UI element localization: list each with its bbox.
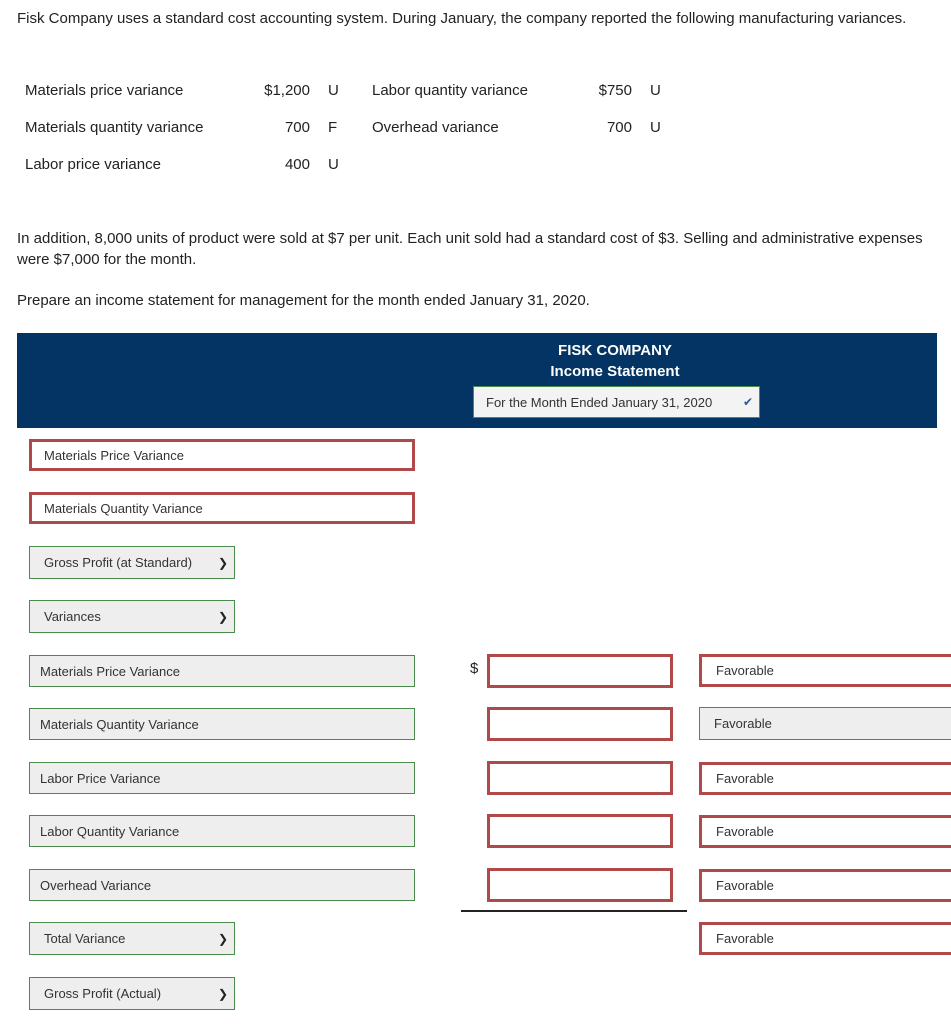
amount-input[interactable] [487, 654, 673, 688]
variance-type: U [328, 156, 339, 173]
dropdown-label: Gross Profit (at Standard) [44, 555, 193, 570]
instruction-text: Prepare an income statement for management for the month ended January 31, 2020. [17, 292, 590, 309]
favorable-label: Favorable [716, 931, 774, 946]
row-label: Overhead Variance [40, 877, 152, 893]
gross-profit-actual-dropdown[interactable] [29, 977, 235, 1010]
favorable-dropdown[interactable] [699, 922, 951, 955]
row-input-materials-price[interactable] [29, 439, 415, 471]
variance-label: Materials quantity variance [25, 119, 204, 136]
variance-label: Overhead variance [372, 119, 499, 136]
amount-input[interactable] [487, 868, 673, 902]
period-label: For the Month Ended January 31, 2020 [486, 394, 713, 410]
intro-text: Fisk Company uses a standard cost accounting system. During January, the company reported the following manufacturing variances. [17, 10, 907, 27]
favorable-dropdown[interactable] [699, 762, 951, 795]
variance-label: Labor quantity variance [372, 82, 528, 99]
variance-row-label[interactable] [29, 708, 415, 740]
favorable-label: Favorable [716, 771, 774, 786]
variance-amount: 700 [284, 119, 310, 136]
amount-input[interactable] [487, 761, 673, 795]
currency-symbol: $ [470, 660, 479, 677]
statement-title: Income Statement [550, 363, 680, 380]
amount-input[interactable] [487, 707, 673, 741]
row-label: Labor Price Variance [40, 770, 161, 786]
favorable-dropdown[interactable] [699, 707, 951, 740]
addition-text: In addition, 8,000 units of product were sold at $7 per unit. Each unit sold had a standard cost of $3. Selling and administrative expenses were $7,000 for the month. [17, 230, 923, 268]
variance-label: Labor price variance [25, 156, 161, 173]
variance-row-label[interactable] [29, 869, 415, 901]
variance-row-label[interactable] [29, 655, 415, 687]
favorable-dropdown[interactable] [699, 654, 951, 687]
dropdown-label: Variances [44, 609, 101, 624]
total-underline [461, 910, 687, 912]
variance-type: F [328, 119, 338, 136]
row-label: Materials Price Variance [40, 663, 180, 679]
chevron-down-icon: ✔ [742, 395, 753, 409]
favorable-label: Favorable [716, 663, 774, 678]
variance-amount: 400 [284, 156, 310, 173]
row-label: Materials Quantity Variance [40, 716, 199, 732]
chevron-down-icon: ❯ [217, 986, 228, 1001]
variance-amount: 700 [606, 119, 632, 136]
variance-label: Materials price variance [25, 82, 184, 99]
favorable-dropdown[interactable] [699, 815, 951, 848]
amount-input[interactable] [487, 814, 673, 848]
favorable-dropdown[interactable] [699, 869, 951, 902]
dropdown-label: Total Variance [44, 931, 126, 946]
dropdown-label: Gross Profit (Actual) [44, 986, 162, 1001]
gross-profit-standard-dropdown[interactable] [29, 546, 235, 579]
variance-type: U [650, 119, 661, 136]
chevron-down-icon: ❯ [217, 609, 228, 624]
variance-type: U [328, 82, 339, 99]
favorable-label: Favorable [716, 878, 774, 893]
row-label: Materials Price Variance [44, 447, 184, 463]
variance-type: U [650, 82, 661, 99]
row-label: Labor Quantity Variance [40, 823, 180, 839]
row-label: Materials Quantity Variance [44, 500, 203, 516]
variance-row-label[interactable] [29, 762, 415, 794]
variance-amount: $750 [598, 82, 632, 99]
period-dropdown[interactable] [473, 386, 760, 418]
row-input-materials-quantity[interactable] [29, 492, 415, 524]
chevron-down-icon: ❯ [217, 931, 228, 946]
chevron-down-icon: ❯ [217, 555, 228, 570]
variance-row-label[interactable] [29, 815, 415, 847]
favorable-label: Favorable [714, 716, 772, 731]
company-name: FISK COMPANY [558, 342, 672, 359]
variance-amount: $1,200 [264, 82, 310, 99]
total-variance-dropdown[interactable] [29, 922, 235, 955]
favorable-label: Favorable [716, 824, 774, 839]
variances-dropdown[interactable] [29, 600, 235, 633]
